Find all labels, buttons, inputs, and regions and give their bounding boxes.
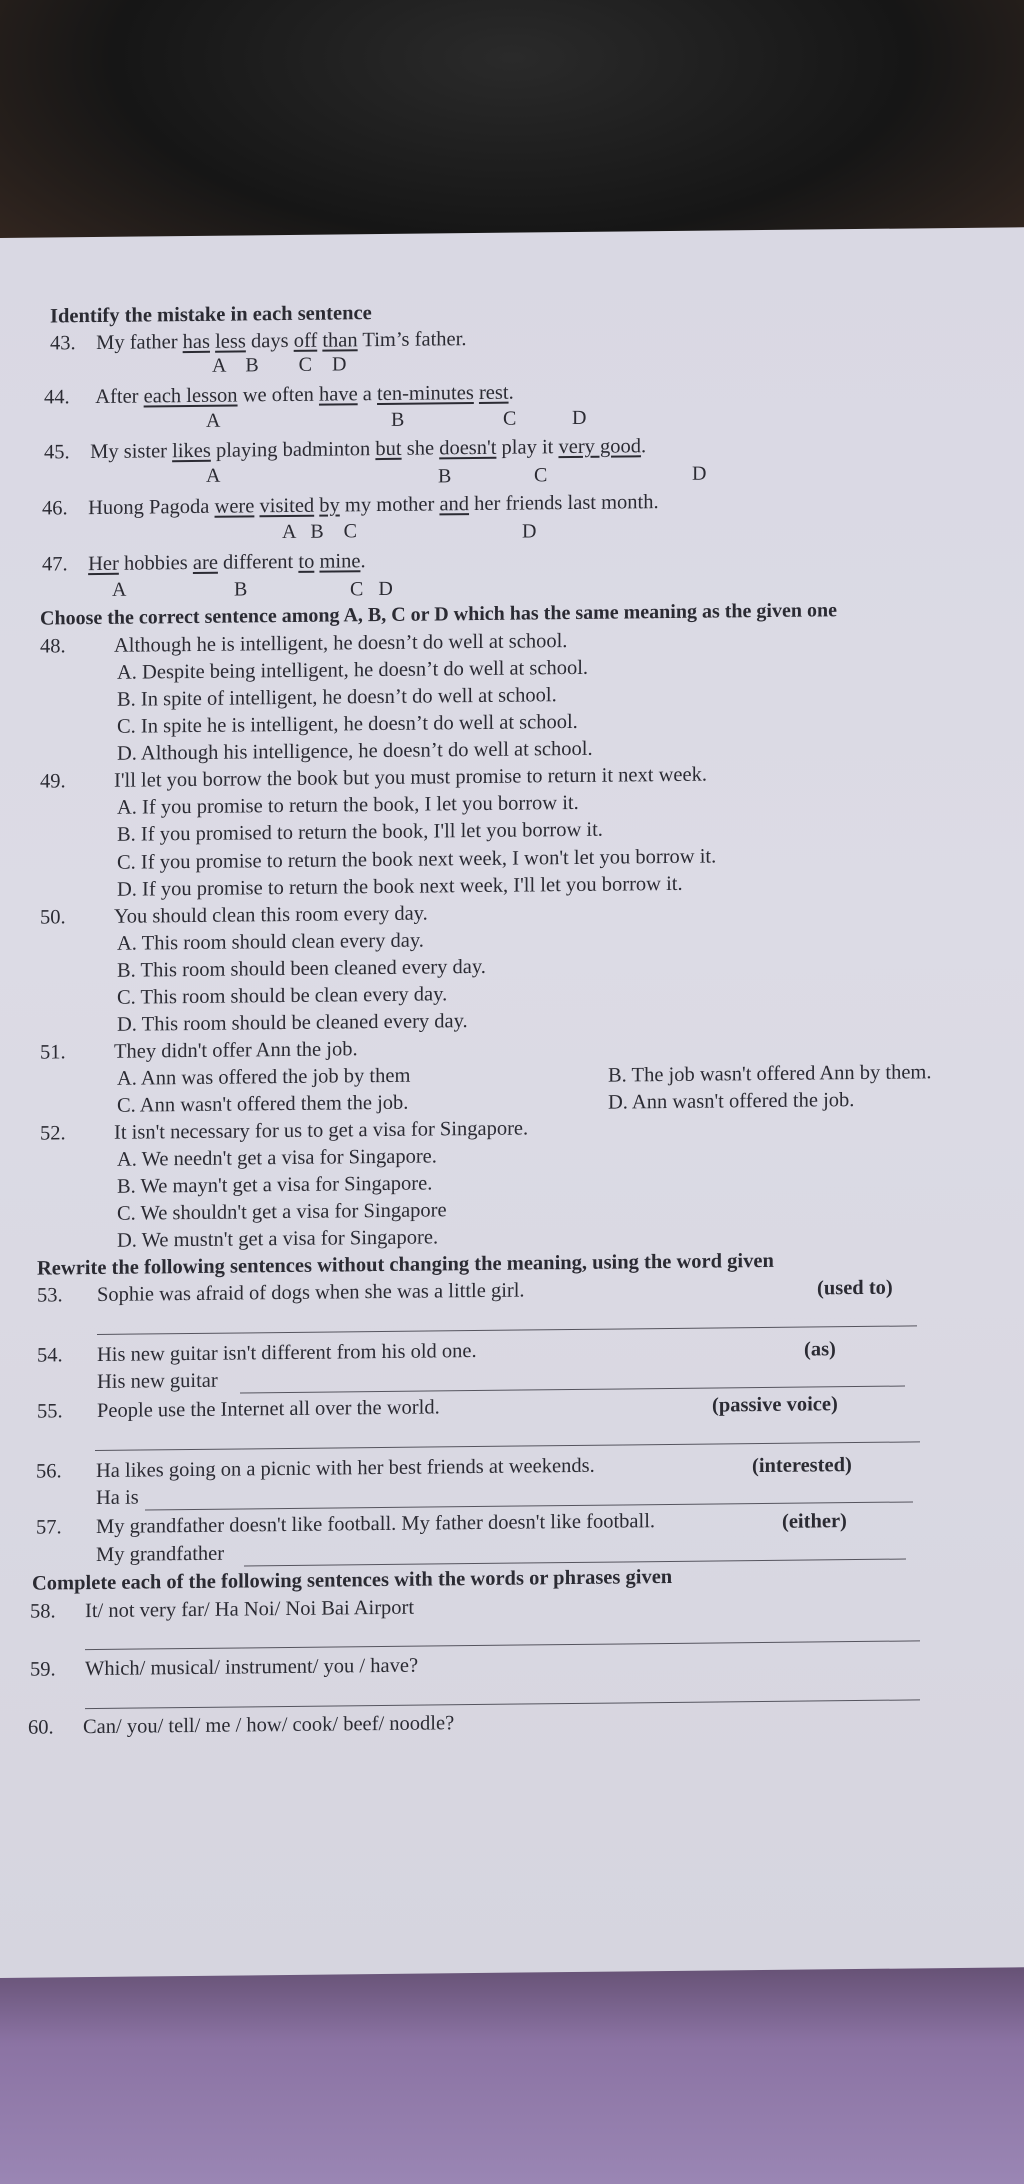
answer-start-56: Ha is xyxy=(96,1486,139,1509)
question-44: 44. After each lesson we often have a ten-minutes rest. xyxy=(44,381,514,409)
answer-letters-46: A B C xyxy=(282,520,358,544)
answer-start-57: My grandfather xyxy=(96,1542,225,1566)
hint-57: (either) xyxy=(782,1510,847,1533)
letter-46-d: D xyxy=(522,520,537,543)
section3-heading: Rewrite the following sentences without changing the meaning, using the word given xyxy=(37,1249,774,1280)
question-60-stem: 60. Can/ you/ tell/ me / how/ cook/ beef/ noodle? xyxy=(28,1712,455,1739)
question-51-stem: 51. They didn't offer Ann the job. xyxy=(40,1038,358,1064)
question-43: 43. My father has less days off than Tim’s father. xyxy=(50,328,467,355)
letter-44-d: D xyxy=(572,406,587,430)
letter-47-a: A xyxy=(112,578,127,601)
answer-line-58[interactable] xyxy=(85,1640,920,1650)
answer-start-54: His new guitar xyxy=(97,1369,218,1393)
question-48-stem: 48. Although he is intelligent, he doesn’t do well at school. xyxy=(40,630,568,658)
option-48-c: C. In spite he is intelligent, he doesn’t do well at school. xyxy=(117,710,578,738)
option-48-d: D. Although his intelligence, he doesn’t do well at school. xyxy=(117,737,593,765)
hint-56: (interested) xyxy=(752,1454,852,1478)
option-49-c: C. If you promise to return the book next week, I won't let you borrow it. xyxy=(117,845,717,874)
worksheet-page xyxy=(0,227,1024,1978)
answer-line-56[interactable] xyxy=(145,1501,913,1510)
section4-heading: Complete each of the following sentences with the words or phrases given xyxy=(32,1565,673,1595)
letter-44-c: C xyxy=(503,407,517,430)
hint-55: (passive voice) xyxy=(712,1393,838,1417)
letter-45-c: C xyxy=(534,464,548,487)
question-47: 47. Her hobbies are different to mine. xyxy=(42,550,366,576)
option-51-b: B. The job wasn't offered Ann by them. xyxy=(608,1061,932,1087)
option-48-a: A. Despite being intelligent, he doesn’t do well at school. xyxy=(117,656,589,684)
option-50-c: C. This room should be clean every day. xyxy=(117,983,448,1009)
hint-53: (used to) xyxy=(817,1276,893,1300)
option-51-c: C. Ann wasn't offered them the job. xyxy=(117,1091,409,1117)
letters-47-cd: C D xyxy=(350,577,393,601)
option-52-d: D. We mustn't get a visa for Singapore. xyxy=(117,1226,439,1252)
letter-45-b: B xyxy=(438,465,452,488)
question-57-stem: 57. My grandfather doesn't like football. My father doesn't like football. xyxy=(36,1510,656,1539)
question-46: 46. Huong Pagoda were visited by my mother and her friends last month. xyxy=(42,491,659,520)
letter-47-b: B xyxy=(234,578,248,601)
option-51-a: A. Ann was offered the job by them xyxy=(117,1064,411,1090)
option-50-b: B. This room should been cleaned every day. xyxy=(117,955,486,982)
section2-heading: Choose the correct sentence among A, B, C or D which has the same meaning as the given one xyxy=(40,599,837,630)
option-51-d: D. Ann wasn't offered the job. xyxy=(608,1089,855,1114)
letter-45-a: A xyxy=(206,464,221,487)
option-49-a: A. If you promise to return the book, I let you borrow it. xyxy=(117,791,579,819)
letter-44-b: B xyxy=(391,408,405,431)
question-59-stem: 59. Which/ musical/ instrument/ you / have? xyxy=(30,1654,419,1681)
letter-45-d: D xyxy=(692,462,707,485)
hint-54: (as) xyxy=(804,1338,836,1361)
section1-heading: Identify the mistake in each sentence xyxy=(50,302,372,328)
question-55-stem: 55. People use the Internet all over the world. xyxy=(37,1396,440,1423)
question-58-stem: 58. It/ not very far/ Ha Noi/ Noi Bai Airport xyxy=(30,1596,415,1623)
option-52-a: A. We needn't get a visa for Singapore. xyxy=(117,1145,437,1171)
option-50-a: A. This room should clean every day. xyxy=(117,929,424,955)
answer-letters-43: A B C D xyxy=(212,353,347,377)
option-52-b: B. We mayn't get a visa for Singapore. xyxy=(117,1172,433,1198)
question-49-stem: 49. I'll let you borrow the book but you must promise to return it next week. xyxy=(40,763,707,793)
option-52-c: C. We shouldn't get a visa for Singapore xyxy=(117,1199,447,1225)
option-48-b: B. In spite of intelligent, he doesn’t do well at school. xyxy=(117,684,557,711)
answer-line-53[interactable] xyxy=(97,1325,917,1335)
option-50-d: D. This room should be cleaned every day. xyxy=(117,1010,468,1036)
option-49-b: B. If you promised to return the book, I'll let you borrow it. xyxy=(117,818,603,846)
question-50-stem: 50. You should clean this room every day. xyxy=(40,902,428,929)
question-56-stem: 56. Ha likes going on a picnic with her best friends at weekends. xyxy=(36,1454,595,1483)
question-45: 45. My sister likes playing badminton but she doesn't play it very good. xyxy=(44,435,647,464)
answer-line-55[interactable] xyxy=(95,1441,920,1451)
answer-line-54[interactable] xyxy=(240,1386,905,1394)
question-52-stem: 52. It isn't necessary for us to get a visa for Singapore. xyxy=(40,1117,529,1145)
background-bottom xyxy=(0,1950,1024,2184)
question-54-stem: 54. His new guitar isn't different from his old one. xyxy=(37,1340,477,1367)
answer-line-59[interactable] xyxy=(85,1699,920,1709)
question-53-stem: 53. Sophie was afraid of dogs when she was a little girl. xyxy=(37,1279,525,1307)
letter-44-a: A xyxy=(206,409,221,432)
option-49-d: D. If you promise to return the book next week, I'll let you borrow it. xyxy=(117,872,683,901)
